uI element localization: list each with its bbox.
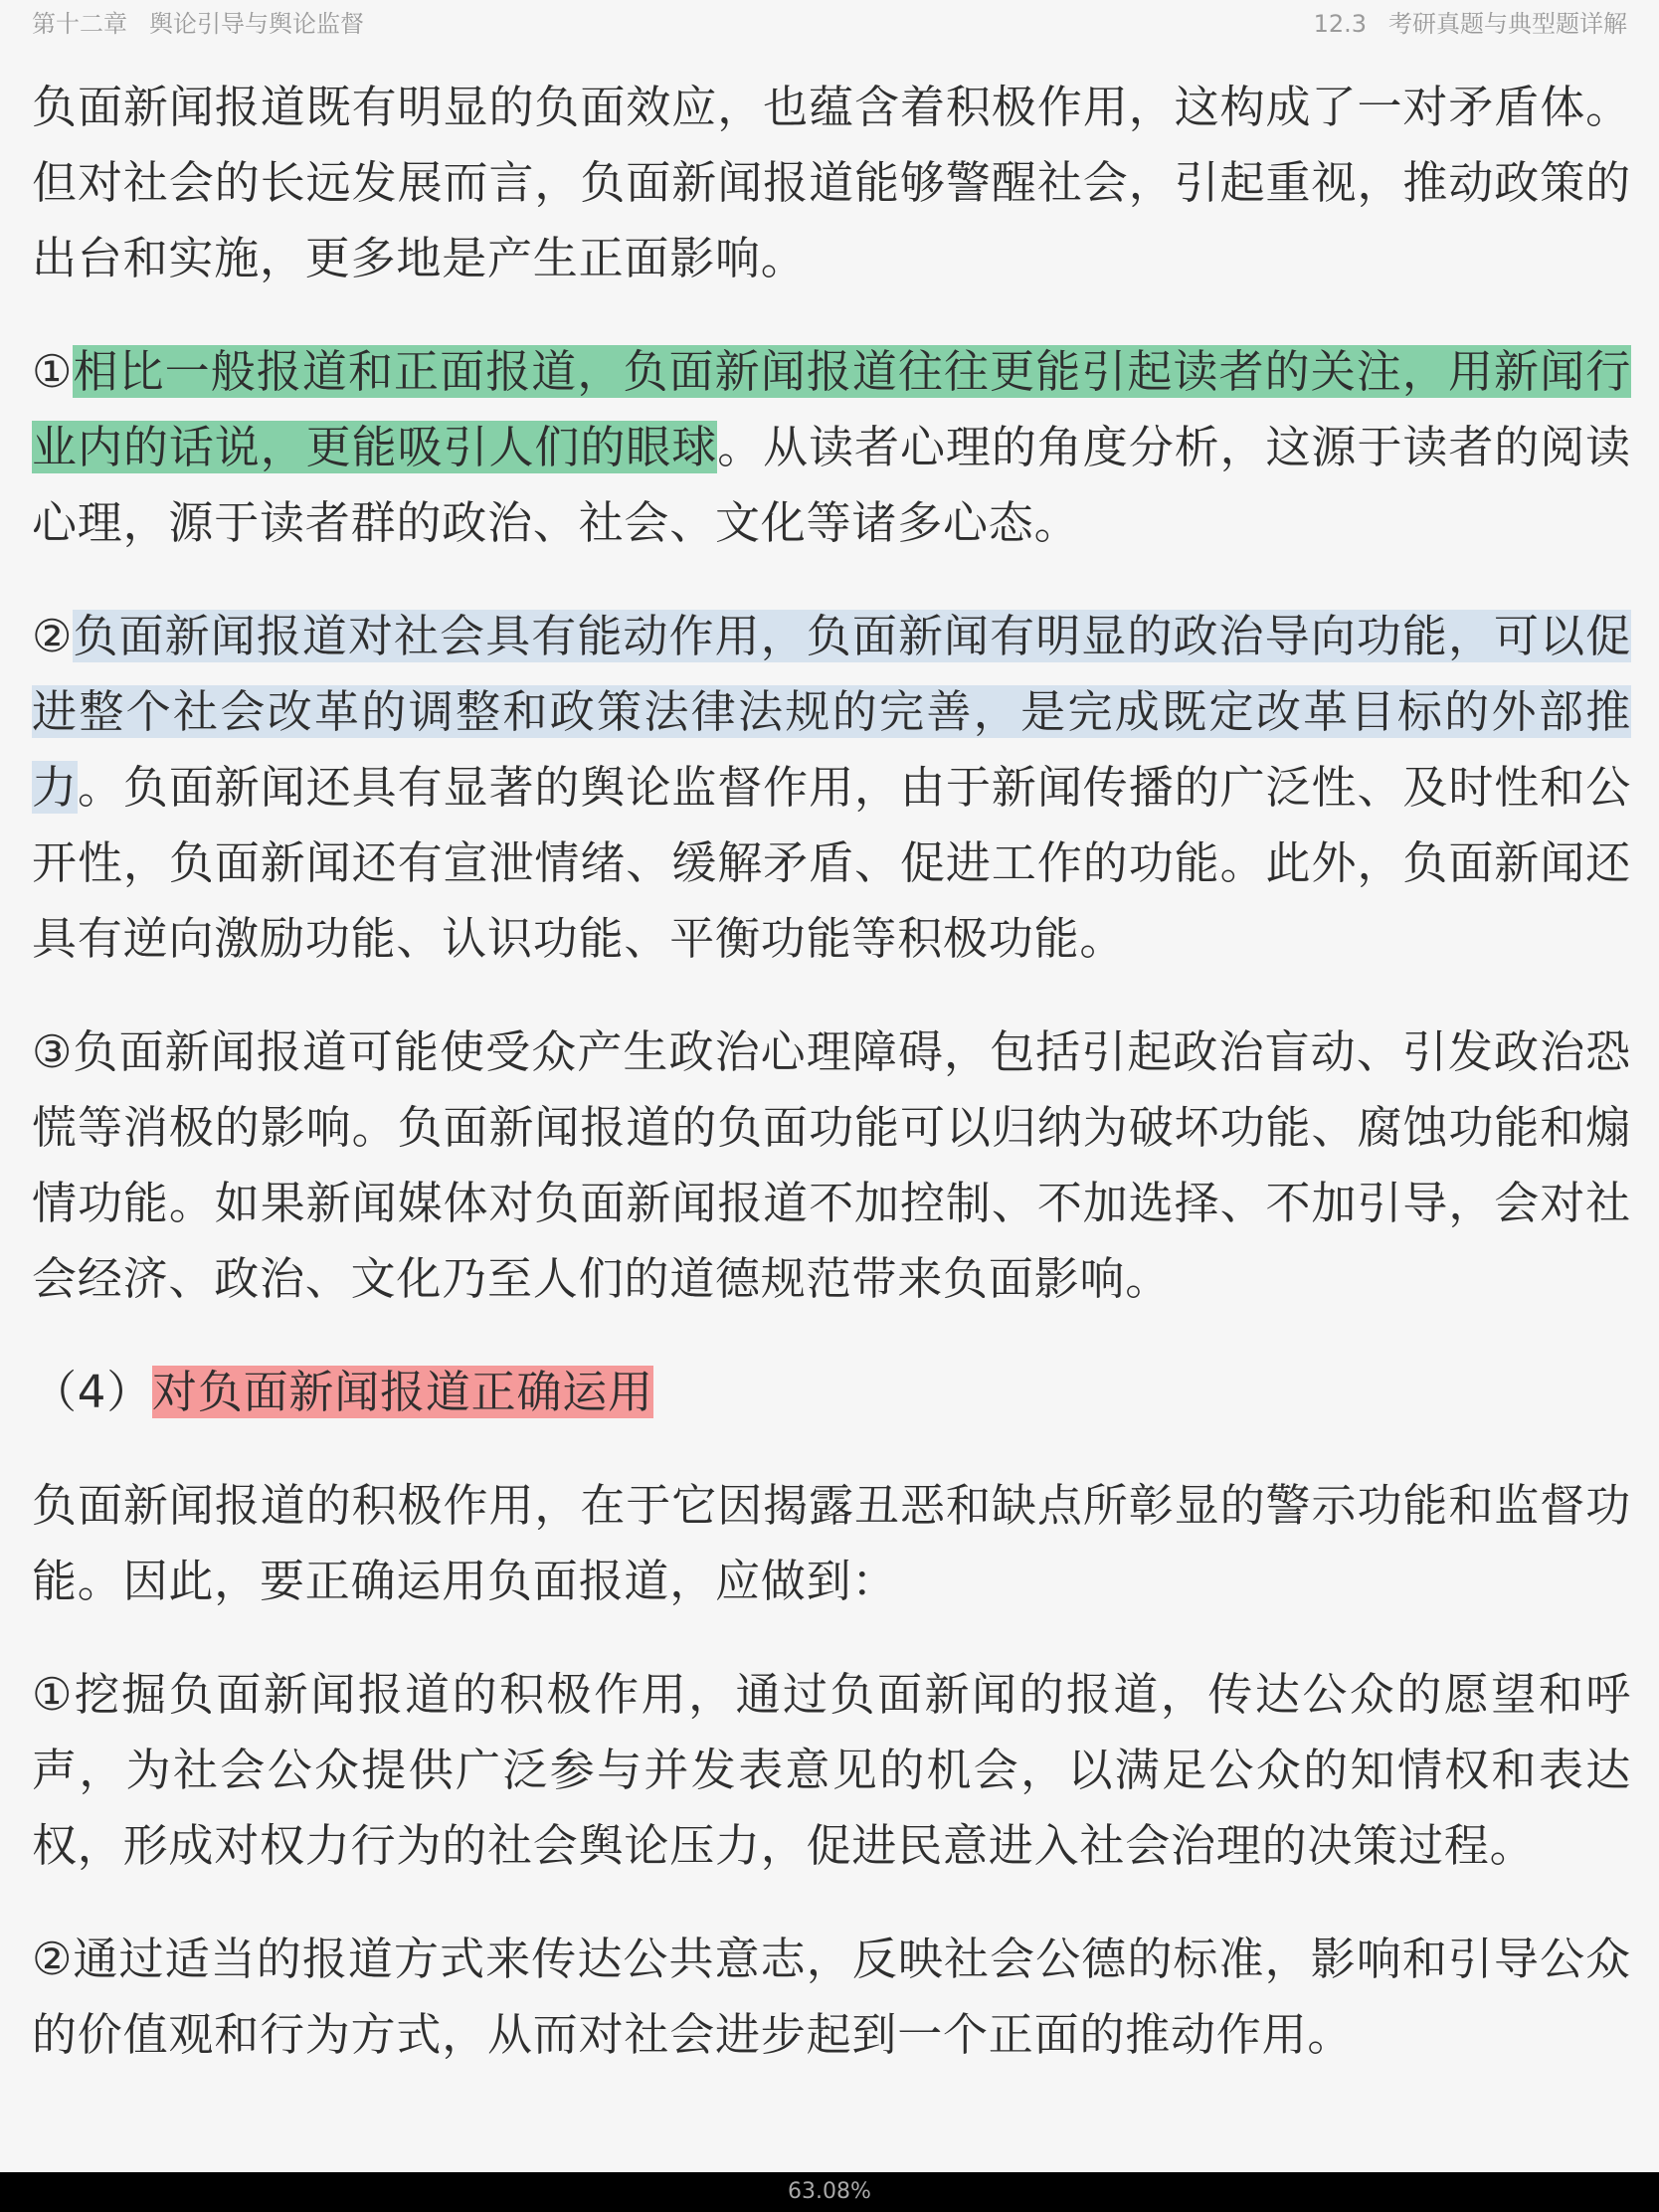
paragraph-usage-1: ①挖掘负面新闻报道的积极作用，通过负面新闻的报道，传达公众的愿望和呼声，为社会公众提供广泛参与并发表意见的机会，以满足公众的知情权和表达权，形成对权力行为的社会舆论压力，促进民意进入社会治理的决策过程。	[32, 1668, 1631, 1872]
header-section	[1314, 4, 1627, 39]
chapter-number: 第十二章	[32, 10, 127, 38]
highlight-blue[interactable]: 负面新闻报道对社会具有能动作用，负面新闻有明显的政治导向功能，可以促进整个社会改革的调整和政策法律法规的完善，是完成既定改革目标的外部推力	[32, 610, 1631, 814]
section-number: 12.3	[1313, 10, 1367, 38]
reading-progress-text: 63.08%	[788, 2179, 871, 2204]
paragraph-usage-intro: 负面新闻报道的积极作用，在于它因揭露丑恶和缺点所彰显的警示功能和监督功能。因此，要正确运用负面报道，应做到：	[32, 1479, 1631, 1607]
list-marker: ①	[32, 345, 74, 398]
reading-progress-bar	[0, 2172, 1659, 2212]
running-header	[0, 0, 1659, 40]
paragraph-usage-2: ②通过适当的报道方式来传达公共意志，反映社会公德的标准，影响和引导公众的价值观和行为方式，从而对社会进步起到一个正面的推动作用。	[32, 1933, 1631, 2061]
paragraph-text: 。从读者心理的角度分析，这源于读者的阅读心理，源于读者群的政治、社会、文化等诸多心态。	[32, 421, 1631, 549]
section-heading	[32, 1355, 1631, 1430]
heading-number: （4）	[32, 1366, 153, 1418]
paragraph-intro: 负面新闻报道既有明显的负面效应，也蕴含着积极作用，这构成了一对矛盾体。但对社会的长远发展而言，负面新闻报道能够警醒社会，引起重视，推动政策的出台和实施，更多地是产生正面影响。	[32, 81, 1631, 284]
paragraph-point-1	[32, 334, 1631, 561]
paragraph-point-2	[32, 599, 1631, 977]
section-title: 考研真题与典型题详解	[1388, 10, 1627, 38]
highlight-red[interactable]: 对负面新闻报道正确运用	[152, 1366, 653, 1418]
highlight-green[interactable]: 相比一般报道和正面报道，负面新闻报道往往更能引起读者的关注，用新闻行业内的话说，更能吸引人们的眼球	[32, 345, 1631, 473]
list-marker: ②	[32, 610, 74, 662]
paragraph-point-3: ③负面新闻报道可能使受众产生政治心理障碍，包括引起政治盲动、引发政治恐慌等消极的影响。负面新闻报道的负面功能可以归纳为破坏功能、腐蚀功能和煽情功能。如果新闻媒体对负面新闻报道不加控制、不加选择、不加引导，会对社会经济、政治、文化乃至人们的道德规范带来负面影响。	[32, 1025, 1631, 1305]
paragraph-text: 。负面新闻还具有显著的舆论监督作用，由于新闻传播的广泛性、及时性和公开性，负面新闻还有宣泄情绪、缓解矛盾、促进工作的功能。此外，负面新闻还具有逆向激励功能、认识功能、平衡功能等积极功能。	[32, 761, 1631, 965]
page-content[interactable]	[32, 70, 1631, 2170]
chapter-title: 舆论引导与舆论监督	[149, 10, 364, 38]
header-chapter	[32, 4, 364, 39]
